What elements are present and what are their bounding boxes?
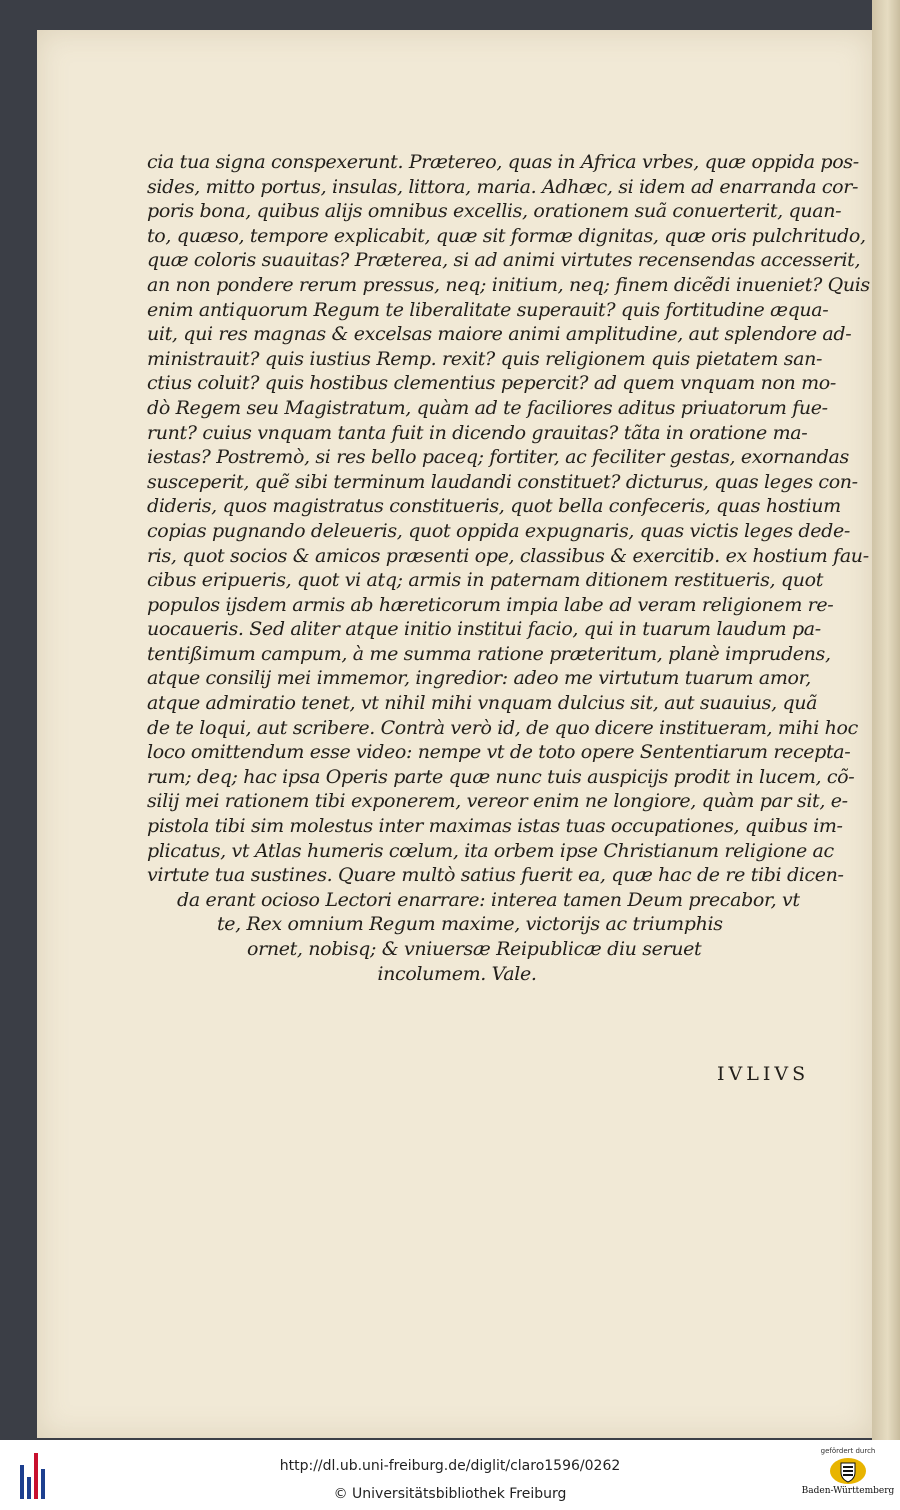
text-line: poris bona, quibus alijs omnibus excellis, orationem suã conuerterit, quan-: [147, 200, 842, 223]
copyright-notice: © Universitätsbibliothek Freiburg: [333, 1486, 567, 1502]
text-line: te, Rex omnium Regum maxime, victorijs ac triumphis: [217, 913, 723, 936]
text-line: susceperit, quẽ sibi terminum laudandi constituet? dicturus, quas leges con-: [147, 470, 858, 493]
text-line: uocaueris. Sed aliter atque initio institui facio, qui in tuarum laudum pa-: [147, 618, 821, 641]
text-line: virtute tua sustines. Quare multò satius fuerit ea, quæ hac de re tibi dicen-: [147, 864, 844, 887]
page-text: [147, 150, 870, 986]
text-line: sides, mitto portus, insulas, littora, maria. Adhæc, si idem ad enarranda cor-: [147, 175, 859, 198]
text-line: ministrauit? quis iustius Remp. rexit? quis religionem quis pietatem san-: [147, 347, 823, 370]
catchword: IVLIVS: [717, 1063, 810, 1085]
adjacent-page-edge: [872, 0, 900, 1440]
text-line: incolumem. Vale.: [377, 962, 537, 985]
text-line: dò Regem seu Magistratum, quàm ad te faciliores aditus priuatorum fue-: [147, 396, 828, 419]
text-line: da erant ocioso Lectori enarrare: interea tamen Deum precabor, vt: [177, 888, 800, 911]
text-line: ornet, nobisq; & vniuersæ Reipublicæ diu seruet: [247, 938, 702, 960]
baden-wuerttemberg-crest-icon: [829, 1457, 867, 1485]
text-line: ctius coluit? quis hostibus clementius pepercit? ad quem vnquam non mo-: [147, 372, 836, 395]
text-line: enim antiquorum Regum te liberalitate superauit? quis fortitudine æqua-: [147, 298, 829, 321]
text-line: ris, quot socios & amicos præsenti ope, classibus & exercitib. ex hostium fau-: [147, 544, 869, 567]
permalink-url[interactable]: http://dl.ub.uni-freiburg.de/diglit/claro1596/0262: [279, 1458, 621, 1474]
text-line: loco omittendum esse video: nempe vt de toto opere Sententiarum recepta-: [147, 741, 851, 764]
book-page: [37, 30, 872, 1438]
text-line: de te loqui, aut scribere. Contrà verò id, de quo dicere institueram, mihi hoc: [147, 716, 858, 739]
text-line: uit, qui res magnas & excelsas maiore animi amplitudine, aut splendore ad-: [147, 323, 852, 346]
text-line: iestas? Postremò, si res bello paceq; fortiter, ac feciliter gestas, exornandas: [147, 446, 849, 469]
text-line: cia tua signa conspexerunt. Prætereo, quas in Africa vrbes, quæ oppida pos-: [147, 151, 859, 173]
text-line: rum; deq; hac ipsa Operis parte quæ nunc tuis auspicijs prodit in lucem, cõ-: [147, 765, 855, 788]
text-line: silij mei rationem tibi exponerem, vereor enim ne longiore, quàm par sit, e-: [147, 790, 848, 813]
text-line: dideris, quos magistratus constitueris, quot bella confeceris, quas hostium: [147, 495, 841, 518]
text-line: cibus eripueris, quot vi atq; armis in paternam ditionem restitueris, quot: [147, 569, 823, 592]
text-line: plicatus, vt Atlas humeris cœlum, ita orbem ipse Christianum religione ac: [147, 839, 834, 862]
text-line: populos ijsdem armis ab hæreticorum impia labe ad veram religionem re-: [147, 593, 834, 616]
funder-label: gefördert durch: [820, 1447, 876, 1455]
text-line: runt? cuius vnquam tanta fuit in dicendo grauitas? tãta in oratione ma-: [147, 421, 808, 444]
text-line: atque admiratio tenet, vt nihil mihi vnquam dulcius sit, aut suauius, quã: [147, 692, 818, 715]
text-line: tentißimum campum, à me summa ratione præteritum, planè imprudens,: [147, 642, 831, 665]
text-line: atque consilij mei immemor, ingredior: adeo me virtutum tuarum amor,: [147, 667, 811, 690]
text-line: pistola tibi sim molestus inter maximas istas tuas occupationes, quibus im-: [147, 815, 843, 838]
text-line: copias pugnando deleueris, quot oppida expugnaris, quas victis leges dede-: [147, 519, 850, 542]
text-line: an non pondere rerum pressus, neq; initium, neq; finem dicẽdi inueniet? Quis: [147, 273, 870, 296]
funder-badge: [800, 1447, 896, 1507]
text-line: quæ coloris suauitas? Præterea, si ad animi virtutes recensendas accesserit,: [147, 249, 861, 272]
text-line: to, quæso, tempore explicabit, quæ sit formæ dignitas, quæ oris pulchritudo,: [147, 224, 866, 247]
funder-name: Baden-Württemberg: [801, 1486, 895, 1496]
